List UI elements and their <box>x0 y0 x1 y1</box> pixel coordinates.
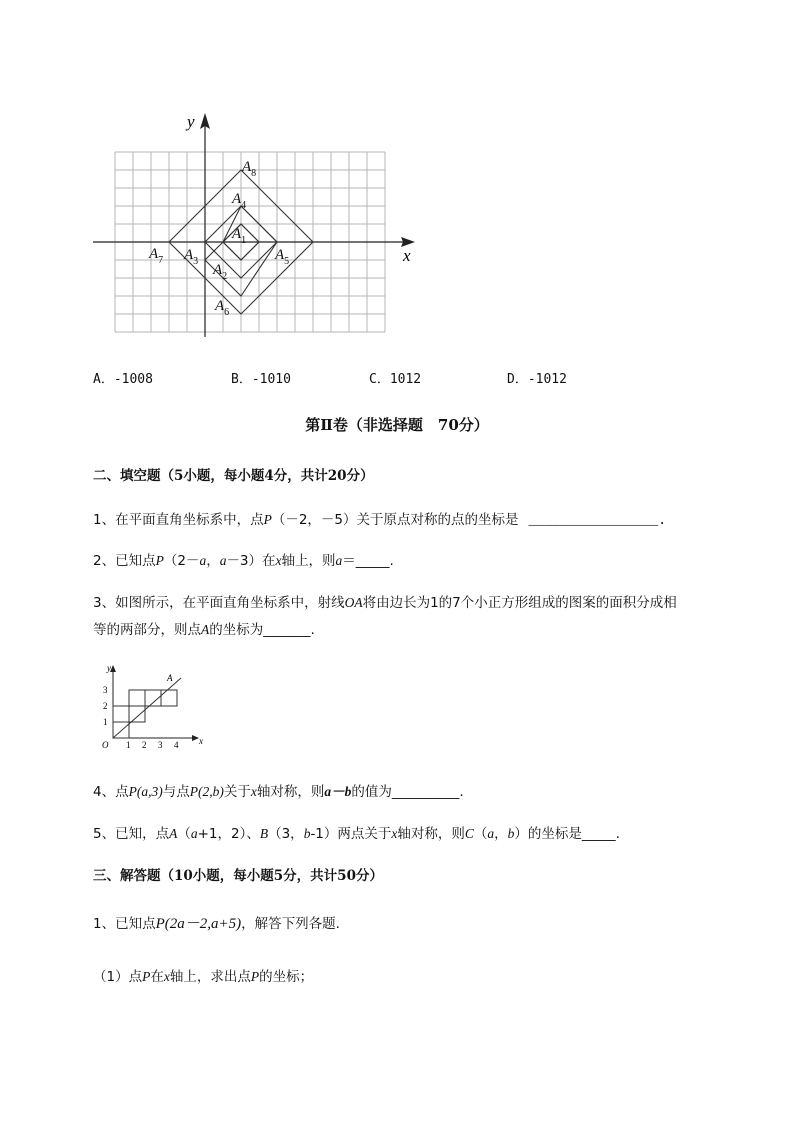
fig2-x-tick: 1 <box>126 740 131 750</box>
point-label-a3: $A_3$ <box>184 247 199 267</box>
fill-question-5: 5、已知，点A（a+1，2）、B（3，b-1）两点关于x轴对称，则C（a，b）的坐标是_____. <box>93 826 620 842</box>
fill-question-2: 2、已知点P（2－a，a－3）在x轴上，则a＝_____. <box>93 553 394 569</box>
fig2-x-tick: 4 <box>174 740 179 750</box>
squares-ray-figure <box>97 662 202 750</box>
answer-question-1-part-1: （1）点P在x轴上，求出点P的坐标； <box>93 969 314 985</box>
option-a[interactable]: A．-1008 <box>93 372 153 387</box>
fig2-x-arrow <box>192 735 199 741</box>
point-label-a4: $A_4$ <box>232 191 247 211</box>
ray-oa <box>113 678 181 738</box>
option-c[interactable]: C．1012 <box>369 372 422 387</box>
fig2-x-tick: 2 <box>142 740 147 750</box>
fig2-origin-label: O <box>102 740 109 750</box>
fig2-point-a-label: A <box>167 673 173 683</box>
fig2-x-tick: 3 <box>158 740 163 750</box>
point-label-a2: $A_2$ <box>213 262 228 282</box>
point-label-a1: $A_1$ <box>232 226 247 246</box>
fill-question-4: 4、点P(a,3)与点P(2,b)关于x轴对称，则a－b的值为__________. <box>93 784 464 800</box>
section3-heading: 三、解答题（10小题，每小题5分，共计50分） <box>93 868 383 884</box>
fig2-y-tick: 1 <box>103 717 108 727</box>
y-axis-label: y <box>187 112 195 131</box>
fill-question-3-line2: 等的两部分，则点A的坐标为_______. <box>93 622 315 638</box>
fig2-y-tick: 3 <box>103 685 108 695</box>
small-squares <box>113 690 177 738</box>
fig2-x-label: x <box>199 736 203 746</box>
fig2-y-tick: 2 <box>103 701 108 711</box>
spiral-squares-figure <box>85 105 430 345</box>
point-label-a6: $A_6$ <box>215 298 230 318</box>
fill-question-1: 1、在平面直角坐标系中，点P（－2，－5）关于原点对称的点的坐标是 ________________. <box>93 512 667 529</box>
answer-question-1: 1、已知点P(2a－2,a+5)，解答下列各题. <box>93 916 340 932</box>
point-label-a8: $A_8$ <box>242 159 257 179</box>
fig2-y-label: y <box>107 663 111 673</box>
option-d[interactable]: D．-1012 <box>507 372 567 387</box>
part2-title: 第Ⅱ卷（非选择题 70分） <box>305 416 489 434</box>
point-label-a5: $A_5$ <box>275 247 290 267</box>
x-axis-label: x <box>403 246 411 265</box>
section2-heading: 二、填空题（5小题，每小题4分，共计20分） <box>93 468 374 484</box>
point-label-a7: $A_7$ <box>149 246 164 266</box>
option-b[interactable]: B．-1010 <box>231 372 291 387</box>
fill-question-3-line1: 3、如图所示，在平面直角坐标系中，射线OA将由边长为1的7个小正方形组成的图案的面积分成相 <box>93 595 677 611</box>
